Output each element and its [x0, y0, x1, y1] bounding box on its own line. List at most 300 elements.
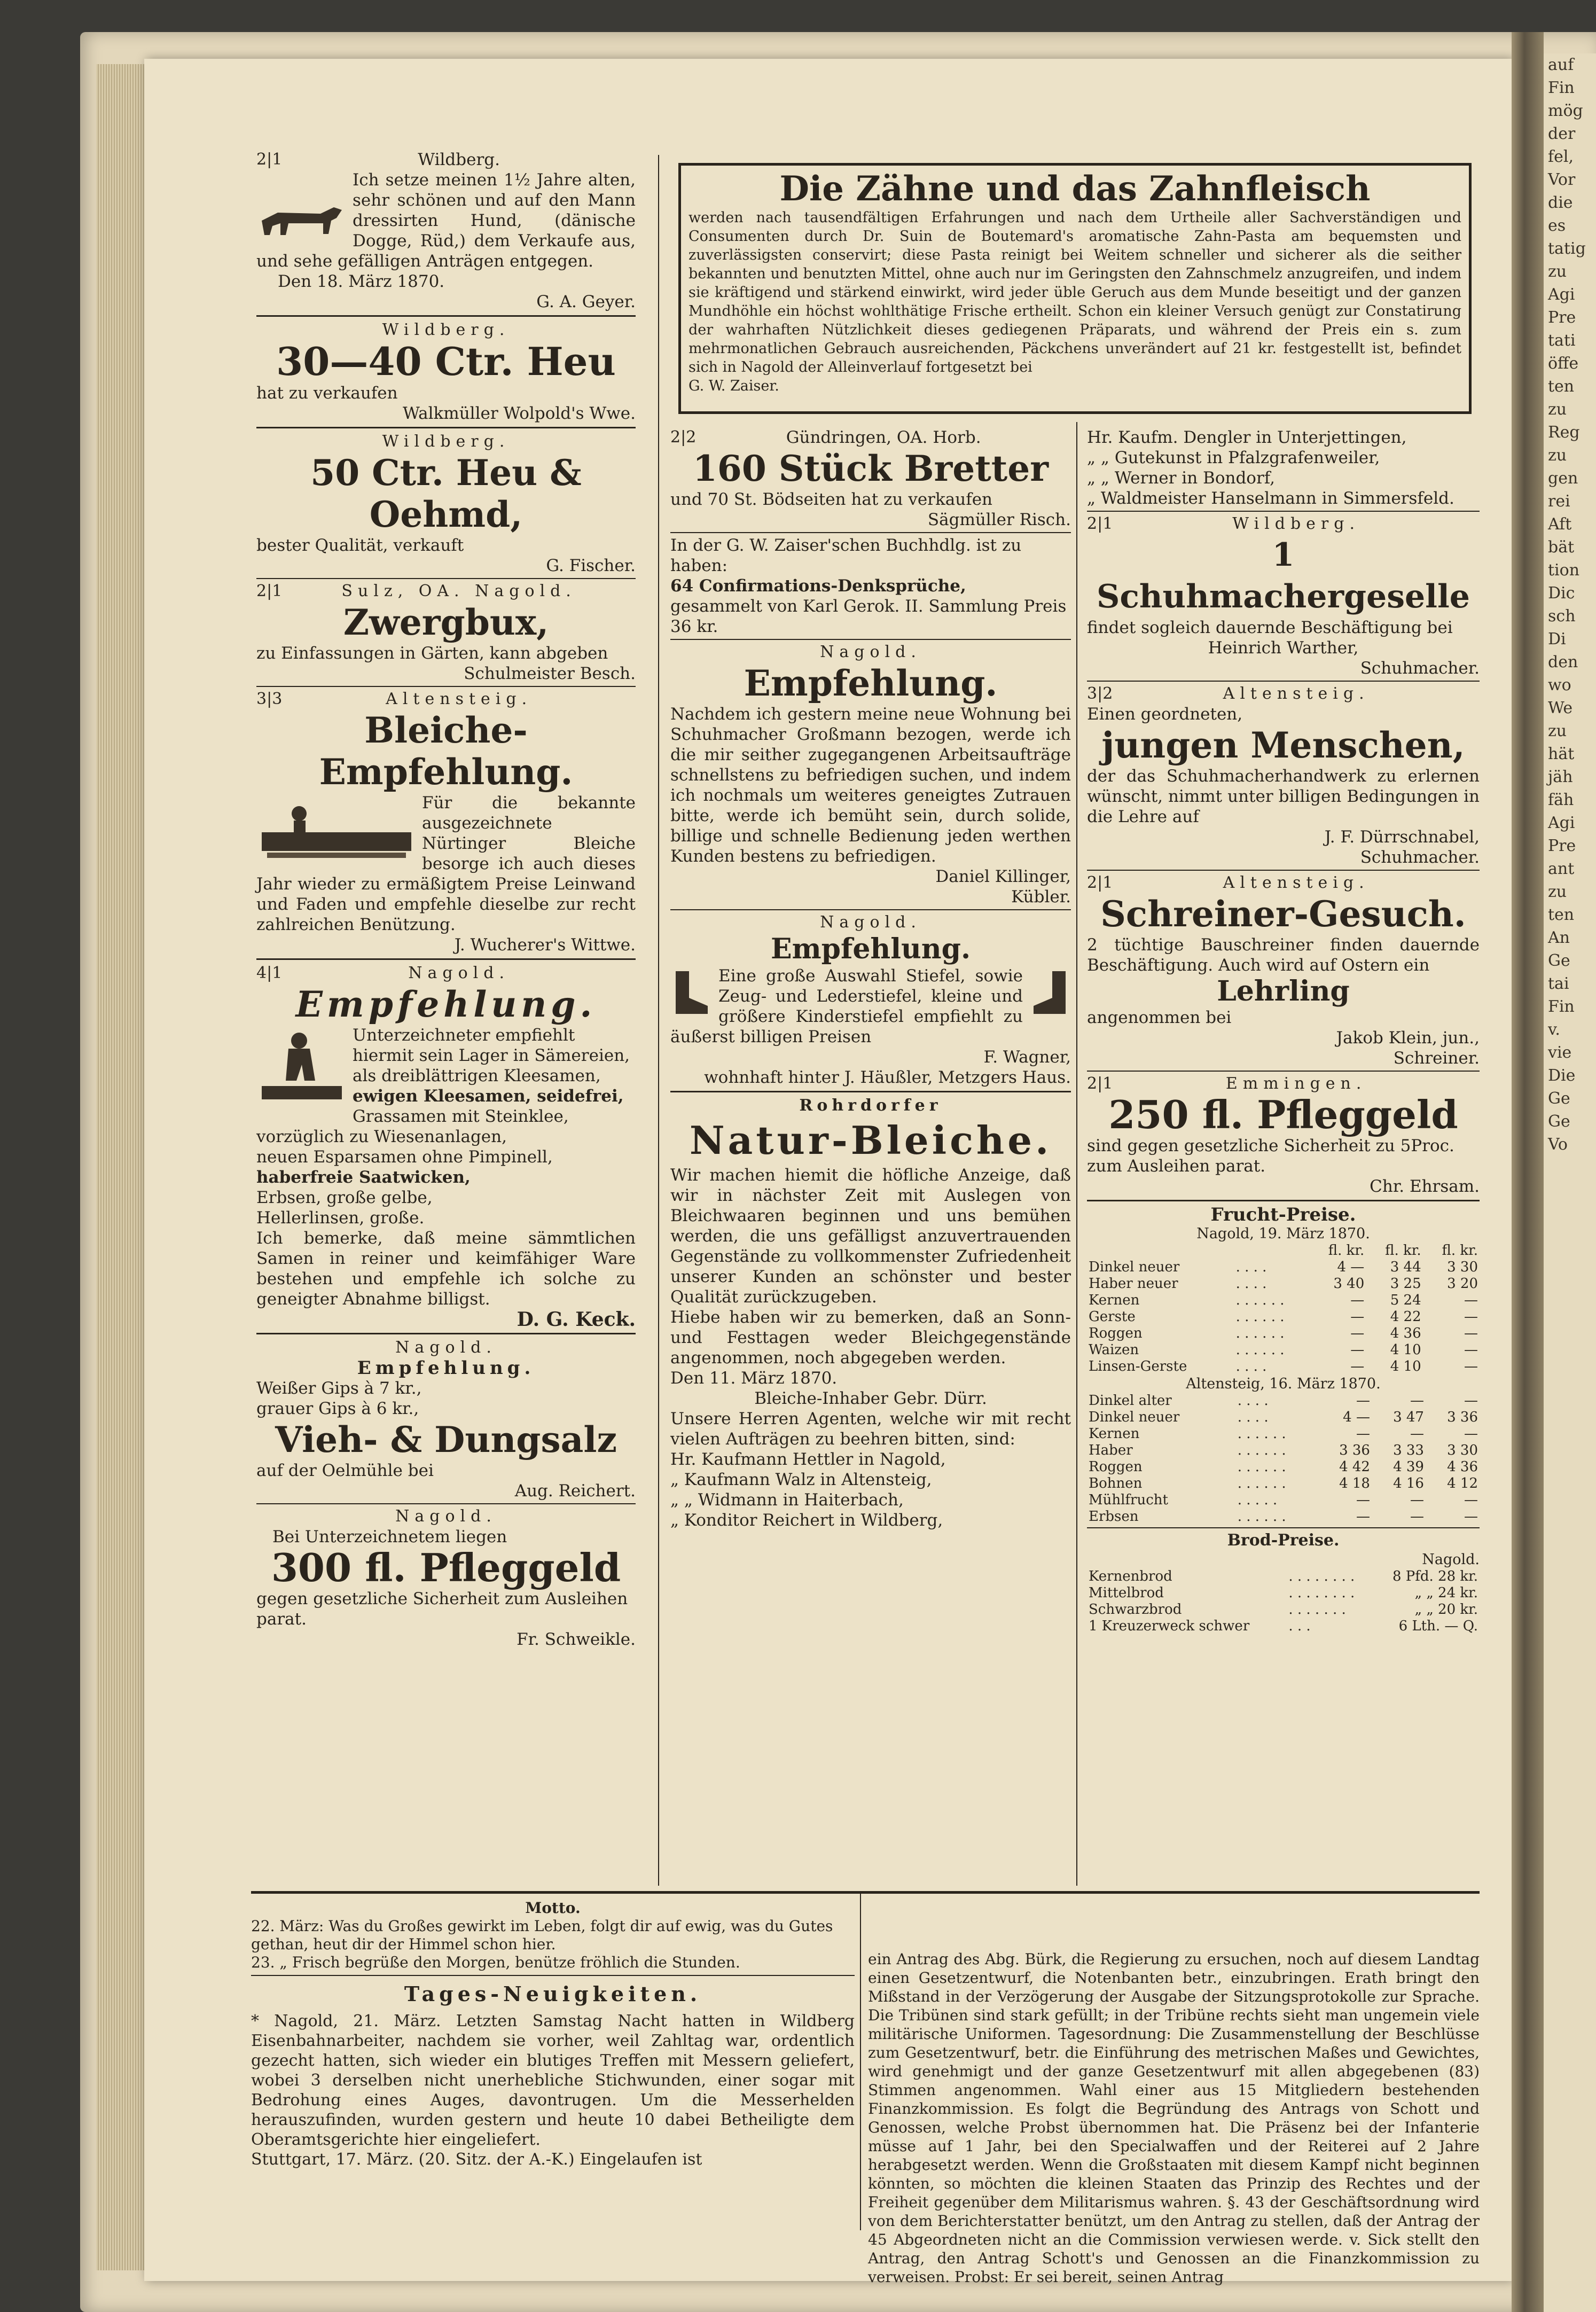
box-text: werden nach tausendfältigen Erfahrungen und nach dem Urtheile aller Sachverständigen und Consumenten durch Dr. Suin de Boutemard's aromatische Zahn-Pasta am bequemsten und zuverlässigsten conservirt; diese Pasta reinigt bei Weitem schneller und sicherer als die seither bekannten und benutzten Mittel, ohne auch nur im Geringsten den Zahnschmelz anzugreifen, und indem sie kräftigend und stärkend einwirkt, wird jeder üble Geruch aus dem Munde beseitigt und der ganzen Mundhöhle ein höchst wohlthätige Frische ertheilt. Schon ein kleiner Versuch genügt zur Constatirung der wahrhaften Nützlichkeit dieses gediegenen Präparats, und während der Preis ein s. zum mehrmonatlichen Gebrauch ausreichenden, Päckchens unverändert auf 21 kr. festgestellt ist, befindet sich in Nagold der Alleinverlauf fortgesetzt bei	[689, 209, 1461, 376]
ad-signature: Heinrich Warther,	[1208, 638, 1359, 658]
ad-headline: 160 Stück Bretter	[692, 448, 1049, 489]
price-table-nagold	[1087, 1243, 1480, 1375]
table-cell: Schwarzbrod	[1089, 1602, 1182, 1618]
ad-date: Den 11. März 1870.	[670, 1369, 838, 1388]
table-cell: —	[1356, 1492, 1370, 1508]
ad-signature: Daniel Killinger,	[935, 867, 1071, 886]
table-cell: 4 16	[1393, 1475, 1424, 1491]
next-page-word: Vo	[1548, 1135, 1568, 1154]
ad-signature: G. Fischer.	[546, 556, 636, 575]
ad-place: Nagold.	[408, 964, 510, 982]
next-page-word: Agi	[1548, 814, 1575, 832]
ad-number: 2|2	[670, 428, 697, 447]
news-text: * Nagold, 21. März. Letzten Samstag Nacht hatten in Wildberg Eisenbahnarbeiter, nachdem sie vorher, weil Zahltag war, ordentlich gezecht hatten, sich wieder ein blutiges Treffen mit Messern geliefert, wobei 3 derselben nicht unerhebliche Stichwunden, einer sogar mit Bedrohung eines Auges, davontrugen. Um die Messerhelden herauszufinden, wurden gestern und heute 10 dabei Betheiligte dem Oberamtsgerichte hier eingeliefert.	[251, 2012, 855, 2149]
column-3	[1087, 427, 1480, 1635]
ad-number: 2|1	[1087, 873, 1113, 892]
next-page-word: ten	[1548, 377, 1575, 396]
next-page-word: zu	[1548, 262, 1567, 281]
ad-kuebler	[670, 642, 1071, 907]
ad-headline: Natur-Bleiche.	[689, 1118, 1052, 1163]
table-cell: —	[1410, 1509, 1424, 1525]
ad-number: 2|1	[1087, 1074, 1113, 1093]
next-page-word: Pre	[1548, 308, 1576, 327]
ad-signature: Schulmeister Besch.	[464, 664, 636, 683]
table-cell: —	[1464, 1309, 1478, 1325]
table-cell: . . . . . .	[1235, 1292, 1285, 1308]
table-cell: —	[1464, 1358, 1478, 1374]
table-cell: . . . . . .	[1237, 1442, 1286, 1458]
ad-text: findet sogleich dauernde Beschäftigung bei	[1087, 618, 1453, 637]
table-cell: 4 42	[1339, 1459, 1370, 1475]
table-row	[1087, 1393, 1480, 1409]
table-cell: —	[1350, 1309, 1365, 1325]
table-cell: Mittelbrod	[1089, 1585, 1164, 1601]
next-page-word: der	[1548, 124, 1576, 143]
book-gutter	[1512, 32, 1544, 2312]
next-page-word: die	[1548, 193, 1573, 212]
table-cell: 4 36	[1390, 1325, 1421, 1341]
ad-text: gegen gesetzliche Sicherheit zum Ausleihen parat.	[256, 1589, 628, 1629]
ad-headline: Schreiner-Gesuch.	[1100, 893, 1466, 935]
ad-headline: 250 fl. Pfleggeld	[1108, 1092, 1458, 1137]
ad-date: Den 18. März 1870.	[278, 272, 445, 291]
table-cell: Dinkel neuer	[1089, 1409, 1180, 1425]
ad-headline: Empfehlung.	[357, 1357, 535, 1379]
table-cell: . . . . .	[1237, 1492, 1278, 1508]
table-cell: Kernen	[1089, 1292, 1140, 1308]
ad-text-2: Hiebe haben wir zu bemerken, daß an Sonn- und Festtagen weder Bleichgegenstände angenommen, noch abgegeben werden.	[670, 1308, 1071, 1368]
ad-place: Wildberg.	[382, 321, 510, 339]
table-row	[1087, 1585, 1480, 1602]
table-cell: . . . .	[1237, 1393, 1269, 1409]
next-page-word: tai	[1548, 974, 1569, 993]
table-cell: . . . .	[1235, 1276, 1267, 1292]
ad-headline: jungen Menschen,	[1101, 724, 1465, 766]
table-cell: 3 33	[1393, 1442, 1424, 1458]
ad-signature: Walkmüller Wolpold's Wwe.	[402, 404, 636, 423]
sower-illustration	[256, 1027, 347, 1107]
ad-number: 2|1	[256, 582, 283, 600]
ad-text: Für die bekannte ausgezeichnete Nürtinger Bleiche besorge ich auch dieses Jahr wieder zu ermäßigtem Preise Leinwand und Faden und empfehle dieselbe zur recht zahlreichen Benützung.	[256, 793, 636, 934]
boots-icon	[1028, 966, 1071, 1019]
next-page-word: es	[1548, 216, 1566, 235]
next-page-word: fel,	[1548, 147, 1574, 166]
ad-signature: Jakob Klein, jun.,	[1336, 1028, 1480, 1048]
dog-illustration	[256, 197, 347, 239]
ad-bleiche	[256, 689, 636, 955]
table-cell: Haber neuer	[1089, 1276, 1178, 1292]
table-cell: —	[1410, 1492, 1424, 1508]
next-page-word: Vor	[1548, 170, 1576, 189]
next-page-word: Fin	[1548, 79, 1575, 97]
table-cell: —	[1464, 1325, 1478, 1341]
brod-title: Brod-Preise.	[1227, 1531, 1340, 1550]
column-2	[670, 427, 1071, 1533]
table-row	[1087, 1309, 1480, 1325]
table-cell: 3 25	[1390, 1276, 1421, 1292]
table-cell: Kernenbrod	[1089, 1568, 1172, 1584]
ad-headline: 30—40 Ctr. Heu	[276, 339, 616, 384]
ad-text: 2 tüchtige Bauschreiner finden dauernde Beschäftigung. Auch wird auf Ostern ein	[1087, 935, 1480, 975]
table-cell: 4 —	[1337, 1259, 1365, 1275]
ad-number: 2|1	[256, 150, 283, 169]
ad-headline: 300 fl. Pfleggeld	[271, 1545, 621, 1590]
next-page-word: mög	[1548, 101, 1583, 120]
news-text-2: Stuttgart, 17. März. (20. Sitz. der A.-K.) Eingelaufen ist	[251, 2150, 702, 2169]
box-signature: G. W. Zaiser.	[689, 378, 779, 394]
table-cell: Erbsen	[1089, 1509, 1139, 1525]
ad-place: Nagold.	[820, 643, 921, 661]
next-page-word: wo	[1548, 676, 1571, 694]
table-cell: 4 10	[1390, 1358, 1421, 1374]
table-cell: 4 36	[1447, 1459, 1478, 1475]
table-cell: —	[1350, 1292, 1365, 1308]
next-page-word: bät	[1548, 538, 1575, 557]
ad-headline: Empfehlung.	[744, 662, 998, 704]
ad-buch	[670, 535, 1071, 637]
next-page-word: jäh	[1548, 768, 1573, 786]
news-right: ein Antrag des Abg. Bürk, die Regierung zu ersuchen, noch auf diesem Landtag einen Gesetzentwurf, die Notenbanten betr., einzubringen. Erath bringt den Mißstand in der Verzögerung der Ausgabe der Sitzungsprotokolle zur Sprache. Die Tribünen sind stark gefüllt; in der Tribüne rechts sieht man ungemein viele militärische Uniformen. Tagesordnung: Die Zusammenstellung der Beschlüsse zum Gesetzentwurf, betr. die Einführung des metrischen Maßes und Gewichtes, wird genehmigt und der ganze Gesetzentwurf mit allen abgegebenen (83) Stimmen angenommen. Wahl einer aus 15 Mitgliedern bestehenden Finanzkommission. Es folgt die Begründung des Antrags von Schott und Genossen, welche Probst übernommen hat. Die Präsenz bei der Infanterie müsse auf 1 Jahr, bei den Specialwaffen und der Reiterei auf 2 Jahre herabgesetzt werden. Wenn die Großstaaten mit diesem Kampf nicht beginnen könnten, so möchten die kleinen Staaten das Prinzip des Rechtes und der Freiheit gegenüber dem Militarismus wahren. §. 43 der Geschäftsordnung wird von dem Berichterstatter benützt, um den Antrag zu stellen, daß der Antrag der 45 Abgeordneten nicht an die Commission verwiesen werde. v. Sick stellt den Antrag, den Antrag Schott's und Genossen an die Finanzkommission zu verweisen. Probst: Er sei bereit, seinen Antrag	[868, 1950, 1480, 2286]
table-cell: 6 Lth. — Q.	[1398, 1618, 1478, 1634]
ad-number: 2|1	[1087, 514, 1113, 533]
next-page-word: Ge	[1548, 1112, 1570, 1131]
next-page-word: Fin	[1548, 997, 1575, 1016]
ad-natur-bleiche	[670, 1096, 1071, 1530]
ad-place: Sulz, OA. Nagold.	[341, 582, 576, 600]
column-header: fl. kr.	[1442, 1243, 1478, 1259]
ad-number: 3|3	[256, 690, 283, 708]
table-row	[1087, 1276, 1480, 1292]
motto-title: Motto.	[525, 1899, 581, 1917]
ad-text: Ich setze meinen 1½ Jahre alten, sehr schönen und auf den Mann dressirten Hund, (dänische Dogge, Rüd,) dem Verkaufe aus, und sehe gefälligen Anträgen entgegen.	[256, 170, 636, 271]
box-headline: Die Zähne und das Zahnfleisch	[779, 169, 1371, 209]
table-cell: . . . . . .	[1237, 1459, 1286, 1475]
prices-subtitle-2: Altensteig, 16. März 1870.	[1186, 1376, 1381, 1392]
table-cell: Kernen	[1089, 1426, 1140, 1442]
next-page-fragment	[1544, 53, 1596, 2312]
table-cell: 4 —	[1343, 1409, 1370, 1425]
ad-signature-2: Schreiner.	[1393, 1049, 1480, 1068]
table-cell: . . . . . .	[1237, 1509, 1286, 1525]
table-cell: 3 30	[1447, 1442, 1478, 1458]
table-cell: —	[1356, 1426, 1370, 1442]
boots-icon	[670, 966, 713, 1019]
bleiche-illustration	[256, 795, 417, 864]
ad-line-7: Hellerlinsen, große.	[256, 1208, 425, 1228]
ad-text: der das Schuhmacherhandwerk zu erlernen wünscht, nimmt unter billigen Bedingungen in die Lehre auf	[1087, 767, 1480, 826]
ad-line-6: Erbsen, große gelbe,	[256, 1188, 433, 1207]
ad-line-3: Grassamen mit Steinklee, vorzüglich zu Wiesenanlagen,	[256, 1107, 569, 1146]
agent-8: „ Waldmeister Hanselmann in Simmersfeld.	[1087, 489, 1454, 508]
ad-line-5: haberfreie Saatwicken,	[256, 1168, 471, 1187]
table-cell: . . . . . .	[1235, 1309, 1285, 1325]
page-edges	[96, 64, 144, 2270]
news-title: Tages-Neuigkeiten.	[404, 1982, 702, 2006]
ad-text: zu Einfassungen in Gärten, kann abgeben	[256, 644, 608, 663]
ad-place: Wildberg.	[418, 150, 500, 169]
column-1	[256, 150, 636, 1652]
next-page-word: den	[1548, 653, 1578, 671]
ad-schuhmachergeselle	[1087, 514, 1480, 678]
table-cell: —	[1464, 1509, 1478, 1525]
ad-text: bester Qualität, verkauft	[256, 536, 464, 555]
table-cell: 8 Pfd. 28 kr.	[1392, 1568, 1478, 1584]
next-page-word: Aft	[1548, 515, 1572, 534]
next-page-word: Ge	[1548, 1089, 1570, 1108]
table-cell: 3 20	[1447, 1276, 1478, 1292]
ad-schreiner	[1087, 873, 1480, 1068]
table-cell: . . . .	[1235, 1358, 1267, 1374]
next-page-word: We	[1548, 699, 1573, 717]
table-cell: 4 12	[1447, 1475, 1478, 1491]
column-header: fl. kr.	[1328, 1243, 1365, 1259]
table-cell: 4 22	[1390, 1309, 1421, 1325]
table-cell: Haber	[1089, 1442, 1133, 1458]
ad-samen	[256, 963, 636, 1330]
ad-place: Rohrdorfer	[799, 1096, 942, 1115]
ad-signature: Aug. Reichert.	[514, 1481, 636, 1501]
ad-stiefel	[670, 912, 1071, 1088]
agent-6: „ „ Gutekunst in Pfalzgrafenweiler,	[1087, 448, 1380, 467]
next-page-word: v.	[1548, 1020, 1560, 1039]
table-row	[1087, 1509, 1480, 1525]
ad-headline: Bleiche-Empfehlung.	[319, 709, 573, 793]
ad-text-1: Bei Unterzeichnetem liegen	[272, 1527, 507, 1546]
table-row	[1087, 1259, 1480, 1276]
table-cell: 4 10	[1390, 1342, 1421, 1358]
price-table-block	[1087, 1205, 1480, 1635]
ad-signature: Chr. Ehrsam.	[1370, 1177, 1480, 1196]
agent-2: „ Kaufmann Walz in Altensteig,	[670, 1470, 932, 1489]
ad-text: auf der Oelmühle bei	[256, 1461, 434, 1480]
brod-table	[1087, 1568, 1480, 1635]
ad-text: Nachdem ich gestern meine neue Wohnung bei Schuhmacher Großmann bezogen, werde ich die mir seither zugegangenen Arbeitsaufträge schnellstens zu befriedigen suchen, und indem ich nochmals um weiteres geneigtes Zutrauen bitte, werde ich bemüht sein, durch solide, billige und schnelle Bedienung jeden werthen Kunden bestens zu befriedigen.	[670, 705, 1071, 866]
table-row	[1087, 1602, 1480, 1618]
ad-headline: 1 Schuhmachergeselle	[1097, 536, 1470, 615]
next-page-word: Ge	[1548, 951, 1570, 970]
table-cell: —	[1464, 1492, 1478, 1508]
next-page-word: zu	[1548, 882, 1567, 901]
ad-signature-2: Schuhmacher.	[1360, 659, 1480, 678]
next-page-word: ant	[1548, 860, 1575, 878]
next-page-word: hät	[1548, 745, 1575, 763]
ad-bold: 64 Confirmations-Denksprüche,	[670, 576, 966, 596]
table-cell: . . . . . .	[1237, 1475, 1286, 1491]
ad-pfleggeld-2	[1087, 1074, 1480, 1197]
table-cell: —	[1464, 1426, 1478, 1442]
ad-heu-2	[256, 432, 636, 576]
next-page-word: An	[1548, 928, 1570, 947]
news-left	[251, 1977, 855, 2169]
ad-number: 4|1	[256, 964, 283, 982]
table-cell: 1 Kreuzerweck schwer	[1089, 1618, 1250, 1634]
table-cell: Bohnen	[1089, 1475, 1143, 1491]
next-page-word: rei	[1548, 492, 1570, 511]
ad-headline-2: Lehrling	[1217, 975, 1350, 1007]
brod-subtitle: Nagold.	[1422, 1551, 1480, 1568]
table-row	[1087, 1442, 1480, 1459]
agent-3: „ „ Widmann in Haiterbach,	[670, 1490, 904, 1510]
ad-lehrling-schuh	[1087, 684, 1480, 868]
ad-place: Altensteig.	[1223, 873, 1370, 892]
next-page-word: Reg	[1548, 423, 1580, 442]
table-cell: . . . .	[1235, 1259, 1267, 1275]
table-cell: 3 40	[1333, 1276, 1365, 1292]
ad-headline: Empfehlung.	[295, 983, 597, 1025]
table-row	[1087, 1568, 1480, 1585]
table-cell: —	[1350, 1325, 1365, 1341]
ad-number: 3|2	[1087, 684, 1113, 703]
table-cell: . . .	[1288, 1618, 1311, 1634]
next-page-word: Pre	[1548, 837, 1576, 855]
next-page-word: auf	[1548, 56, 1574, 74]
table-cell: . . . . . . .	[1288, 1602, 1346, 1618]
next-page-word: Di	[1548, 630, 1566, 649]
ad-dog	[256, 150, 636, 312]
next-page-word: zu	[1548, 400, 1567, 419]
prices-subtitle: Nagold, 19. März 1870.	[1196, 1225, 1370, 1242]
ad-place: Nagold.	[395, 1507, 497, 1526]
table-cell: Roggen	[1089, 1459, 1143, 1475]
motto-block	[251, 1899, 855, 1978]
table-cell: 3 30	[1447, 1259, 1478, 1275]
ad-place: Altensteig.	[1223, 684, 1370, 703]
ad-line-8: Ich bemerke, daß meine sämmtlichen Samen in reiner und keimfähiger Ware bestehen und empfehle ich solche zu geneigter Abnahme billigst.	[256, 1229, 636, 1309]
table-row	[1087, 1459, 1480, 1475]
agent-4: „ Konditor Reichert in Wildberg,	[670, 1511, 943, 1530]
ad-zwergbux	[256, 581, 636, 684]
next-page-word: öffe	[1548, 354, 1579, 373]
table-row	[1087, 1292, 1480, 1309]
table-row	[1087, 1358, 1480, 1375]
ad-pfleggeld-1	[256, 1506, 636, 1650]
table-cell: —	[1356, 1393, 1370, 1409]
ad-signature: G. A. Geyer.	[536, 292, 636, 311]
table-cell: Linsen-Gerste	[1089, 1358, 1187, 1374]
ad-signature-2: Kübler.	[1011, 887, 1071, 907]
agent-1: Hr. Kaufmann Hettler in Nagold,	[670, 1450, 946, 1469]
ad-place: Wildberg.	[1232, 514, 1360, 533]
next-page-word: gen	[1548, 469, 1578, 488]
table-row	[1087, 1342, 1480, 1358]
next-page-word: tati	[1548, 331, 1576, 350]
ad-place: Nagold.	[395, 1338, 497, 1357]
table-cell: . . . . . .	[1237, 1426, 1286, 1442]
table-cell: Roggen	[1089, 1325, 1143, 1341]
table-cell: 3 36	[1447, 1409, 1478, 1425]
table-cell: 3 44	[1390, 1259, 1421, 1275]
table-cell: . . . . . .	[1235, 1342, 1285, 1358]
ad-text-3: Unsere Herren Agenten, welche wir mit recht vielen Aufträgen zu beehren bitten, sind:	[670, 1409, 1071, 1449]
ad-heu-1	[256, 320, 636, 424]
ad-text-2: gesammelt von Karl Gerok. II. Sammlung Preis 36 kr.	[670, 597, 1067, 636]
table-cell: „ „ 24 kr.	[1414, 1585, 1478, 1601]
table-cell: Dinkel alter	[1089, 1393, 1172, 1409]
ad-place: Nagold.	[820, 913, 921, 932]
next-page-word: tion	[1548, 561, 1580, 580]
ad-signature: J. Wucherer's Wittwe.	[454, 935, 636, 955]
table-row	[1087, 1325, 1480, 1342]
table-cell: —	[1410, 1426, 1424, 1442]
next-page-word: vie	[1548, 1043, 1572, 1062]
ad-text-1: Einen geordneten,	[1087, 705, 1243, 724]
price-table-altensteig	[1087, 1393, 1480, 1525]
next-page-word: tatig	[1548, 239, 1586, 258]
table-cell: . . . . . . . .	[1288, 1568, 1355, 1584]
ad-text: und 70 St. Bödseiten hat zu verkaufen	[670, 490, 993, 509]
table-cell: —	[1356, 1509, 1370, 1525]
ad-line-2: ewigen Kleesamen, seidefrei,	[353, 1087, 624, 1106]
table-cell: —	[1350, 1358, 1365, 1374]
table-header-row	[1087, 1243, 1480, 1259]
agent-5: Hr. Kaufm. Dengler in Unterjettingen,	[1087, 428, 1407, 447]
ad-line-2: grauer Gips à 6 kr.,	[256, 1399, 419, 1418]
next-page-word: zu	[1548, 446, 1567, 465]
ad-gips	[256, 1338, 636, 1501]
ad-place: Gündringen, OA. Horb.	[786, 428, 981, 447]
ad-text: In der G. W. Zaiser'schen Buchhdlg. ist zu haben:	[670, 536, 1022, 575]
ad-headline: Zwergbux,	[343, 602, 549, 643]
ad-place: Emmingen.	[1225, 1074, 1367, 1093]
next-page-word: Agi	[1548, 285, 1575, 304]
table-row	[1087, 1475, 1480, 1492]
table-row	[1087, 1409, 1480, 1426]
table-row	[1087, 1492, 1480, 1509]
agent-7: „ „ Werner in Bondorf,	[1087, 468, 1276, 488]
next-page-word: Dic	[1548, 584, 1575, 603]
table-cell: Gerste	[1089, 1309, 1136, 1325]
table-row	[1087, 1618, 1480, 1635]
ad-text: Eine große Auswahl Stiefel, sowie Zeug- und Lederstiefel, kleine und größere Kinderstiefel empfiehlt zu äußerst billigen Preisen	[670, 966, 1023, 1046]
ad-headline-2: Vieh- & Dungsalz	[275, 1419, 617, 1460]
ad-bretter	[670, 427, 1071, 530]
ad-headline: Empfehlung.	[770, 933, 971, 965]
ad-place: Wildberg.	[382, 432, 510, 451]
next-page-word: Die	[1548, 1066, 1576, 1085]
ad-line-4: neuen Esparsamen ohne Pimpinell,	[256, 1147, 553, 1167]
ad-signature: Sägmüller Risch.	[927, 510, 1071, 529]
ad-text: Wir machen hiemit die höfliche Anzeige, daß wir in nächster Zeit mit Auslegen von Bleichwaaren beginnen und uns bemühen werden, die uns gefälligst anzuvertrauenden Gegenstände zu vollkommenster Zufriedenheit unserer Kunden an schönster und bester Qualität zurückzugeben.	[670, 1166, 1071, 1307]
ad-text-2: angenommen bei	[1087, 1008, 1232, 1027]
table-cell: —	[1410, 1393, 1424, 1409]
table-cell: —	[1464, 1393, 1478, 1409]
table-cell: 3 47	[1393, 1409, 1424, 1425]
ad-line-1: Unterzeichneter empfiehlt hiermit sein Lager in Sämereien, als dreiblättrigen Kleesamen,	[353, 1026, 630, 1085]
table-cell: . . . .	[1237, 1409, 1269, 1425]
ad-text: hat zu verkaufen	[256, 384, 398, 403]
ad-signature: Bleiche-Inhaber Gebr. Dürr.	[754, 1389, 987, 1408]
ad-line-1: Weißer Gips à 7 kr.,	[256, 1379, 422, 1398]
table-cell: „ „ 20 kr.	[1414, 1602, 1478, 1618]
ad-signature: J. F. Dürrschnabel,	[1324, 827, 1480, 847]
ad-signature: Fr. Schweikle.	[517, 1630, 636, 1649]
table-cell: 3 36	[1339, 1442, 1370, 1458]
ad-place: Altensteig.	[386, 690, 533, 708]
next-page-word: ten	[1548, 905, 1575, 924]
ad-text: sind gegen gesetzliche Sicherheit zu 5Proc. zum Ausleihen parat.	[1087, 1136, 1454, 1176]
next-page-word: sch	[1548, 607, 1576, 626]
ad-signature: F. Wagner,	[983, 1048, 1071, 1067]
motto-line-2: 23. „ Frisch begrüße den Morgen, benütze fröhlich die Stunden.	[251, 1954, 740, 1971]
table-row	[1087, 1426, 1480, 1442]
table-cell: Waizen	[1089, 1342, 1139, 1358]
table-cell: Mühlfrucht	[1089, 1492, 1168, 1508]
table-cell: 4 18	[1339, 1475, 1370, 1491]
table-cell: —	[1350, 1342, 1365, 1358]
table-cell: . . . . . .	[1235, 1325, 1285, 1341]
next-page-word: fäh	[1548, 791, 1574, 809]
ad-signature-2: wohnhaft hinter J. Häußler, Metzgers Haus.	[704, 1068, 1071, 1087]
